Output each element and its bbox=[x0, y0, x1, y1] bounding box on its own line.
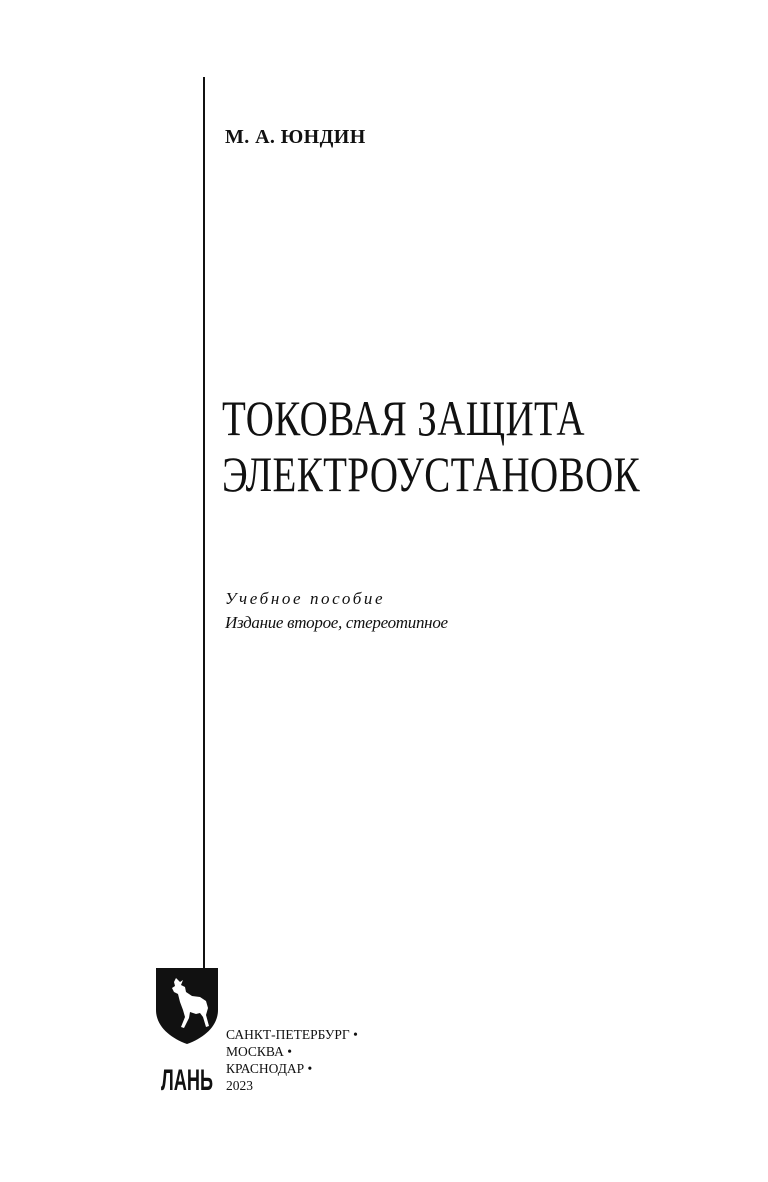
logo-text: ЛАНЬ bbox=[161, 1064, 213, 1093]
vertical-rule bbox=[203, 77, 205, 997]
publication-year: 2023 bbox=[226, 1078, 253, 1093]
title-line-1: ТОКОВАЯ ЗАЩИТА bbox=[222, 390, 585, 446]
deer-icon bbox=[156, 968, 218, 1093]
subtitle-block bbox=[225, 587, 448, 635]
title-line-2: ЭЛЕКТРОУСТАНОВОК bbox=[222, 446, 640, 502]
publisher-logo bbox=[156, 968, 218, 1093]
edition-note: Издание второе, стереотипное bbox=[225, 613, 448, 632]
publisher-info bbox=[226, 1026, 358, 1094]
city-3: КРАСНОДАР • bbox=[226, 1061, 313, 1076]
book-type: Учебное пособие bbox=[225, 589, 386, 608]
city-2: МОСКВА • bbox=[226, 1044, 292, 1059]
city-1: САНКТ-ПЕТЕРБУРГ • bbox=[226, 1027, 358, 1042]
book-title bbox=[222, 390, 640, 502]
author-name: М. А. ЮНДИН bbox=[225, 126, 366, 148]
